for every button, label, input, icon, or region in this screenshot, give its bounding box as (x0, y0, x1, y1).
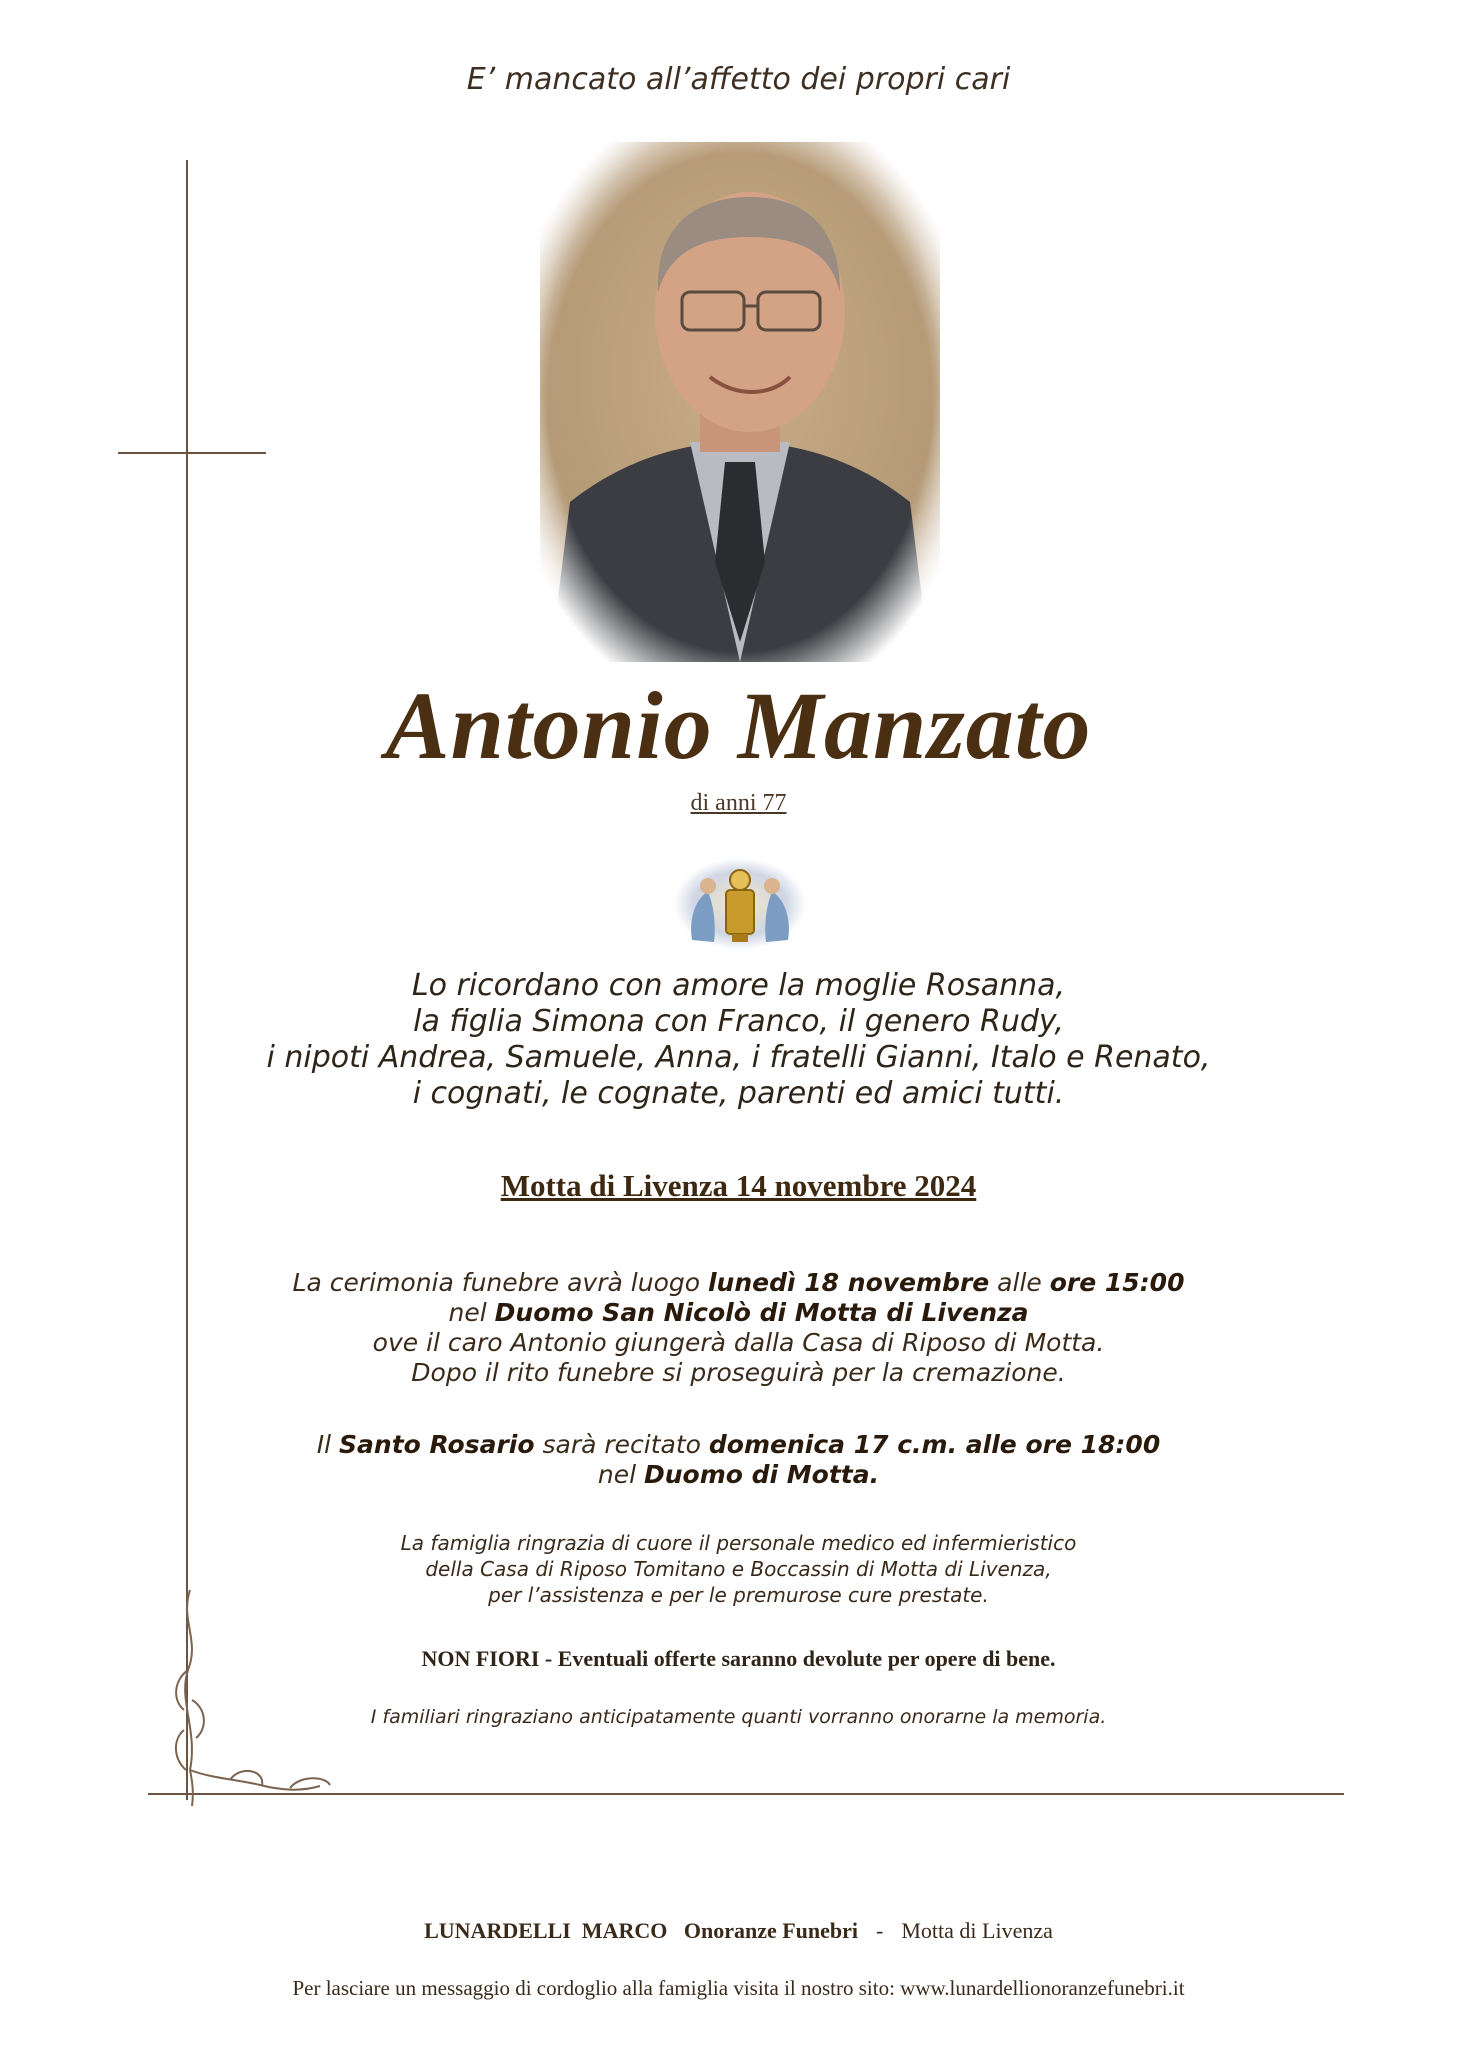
footer-company (0, 1918, 1477, 1944)
age-text: di anni 77 (690, 790, 787, 816)
mourners-block (0, 968, 1477, 1112)
rosary-text: sarà recitato (534, 1430, 709, 1459)
ceremony-line-1 (0, 1268, 1477, 1298)
rosary-line-2 (0, 1460, 1477, 1490)
rosary-block (0, 1430, 1477, 1490)
ceremony-time: ore 15:00 (1049, 1268, 1185, 1297)
non-fiori-notice: NON FIORI - Eventuali offerte saranno devolute per opere di bene. (421, 1646, 1056, 1671)
thanks-block (0, 1530, 1477, 1608)
rosary-line-1 (0, 1430, 1477, 1460)
rosary-text: nel (597, 1460, 644, 1489)
footer-separator: - (876, 1918, 884, 1943)
ceremony-text: nel (448, 1298, 495, 1327)
deceased-age (0, 790, 1477, 817)
ceremony-line-2 (0, 1298, 1477, 1328)
thanks-line-2: della Casa di Riposo Tomitano e Boccassin di Motta di Livenza, (425, 1557, 1052, 1581)
mourners-line-2: la figlia Simona con Franco, il genero Rudy, (413, 1004, 1064, 1039)
ceremony-line-3: ove il caro Antonio giungerà dalla Casa di Riposo di Motta. (372, 1328, 1105, 1357)
place-date (0, 1168, 1477, 1204)
ceremony-day: lunedì 18 novembre (707, 1268, 990, 1297)
thanks-line-3: per l’assistenza e per le premurose cure prestate. (488, 1583, 989, 1607)
mourners-line-1: Lo ricordano con amore la moglie Rosanna, (411, 968, 1066, 1003)
company-town: Motta di Livenza (901, 1918, 1053, 1943)
portrait-photo (540, 142, 940, 662)
mourners-line-4: i cognati, le cognate, parenti ed amici tutti. (412, 1076, 1065, 1111)
company-service: Onoranze Funebri (683, 1918, 859, 1943)
religious-emblem-icon (670, 856, 810, 952)
ceremony-location: Duomo San Nicolò di Motta di Livenza (494, 1298, 1029, 1327)
rosary-location: Duomo di Motta. (643, 1460, 880, 1489)
rosary-time: domenica 17 c.m. alle ore 18:00 (708, 1430, 1161, 1459)
final-thanks: I familiari ringraziano anticipatamente quanti vorranno onorarne la memoria. (370, 1706, 1107, 1728)
ceremony-line-4: Dopo il rito funebre si proseguirà per la cremazione. (411, 1358, 1066, 1387)
vine-ornament-icon (170, 1580, 410, 1810)
ceremony-text: alle (989, 1268, 1050, 1297)
company-name: LUNARDELLI MARCO (424, 1918, 668, 1943)
ceremony-block (0, 1268, 1477, 1388)
website-note: Per lasciare un messaggio di cordoglio alla famiglia visita il nostro sito: www.lunardellionoranzefunebri.it (292, 1976, 1185, 2000)
thanks-line-1: La famiglia ringrazia di cuore il personale medico ed infermieristico (400, 1531, 1077, 1555)
deceased-name: Antonio Manzato (385, 672, 1092, 779)
intro-text: E’ mancato all’affetto dei propri cari (466, 62, 1011, 97)
cross-horizontal-line (118, 452, 266, 454)
rosary-title: Santo Rosario (339, 1430, 535, 1459)
place-date-text: Motta di Livenza 14 novembre 2024 (500, 1168, 977, 1203)
ceremony-text: La cerimonia funebre avrà luogo (292, 1268, 708, 1297)
rosary-text: Il (316, 1430, 340, 1459)
mourners-line-3: i nipoti Andrea, Samuele, Anna, i fratelli Gianni, Italo e Renato, (266, 1040, 1211, 1075)
